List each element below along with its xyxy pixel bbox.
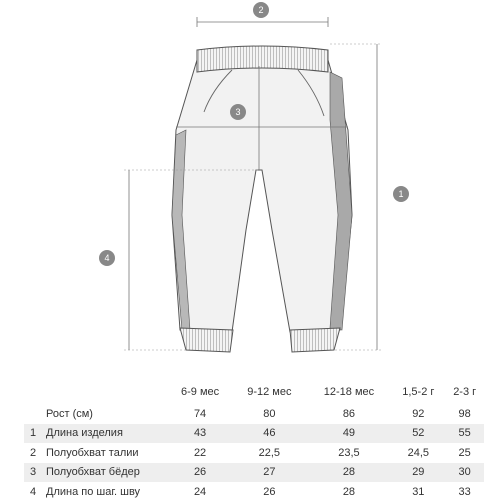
table-cell: 92 <box>412 407 425 420</box>
pants-body <box>172 60 352 332</box>
table-row-waist <box>24 443 484 463</box>
row-name: Полуобхват талии <box>46 446 139 459</box>
table-row-inseam <box>24 482 484 502</box>
size-header: 2-3 г <box>453 386 477 398</box>
row-name: Рост (см) <box>46 407 93 420</box>
row-number: 1 <box>24 424 42 444</box>
row-name: Длина изделия <box>42 424 168 444</box>
table-cell: 46 <box>232 424 306 444</box>
table-cell: 26 <box>168 463 232 483</box>
table-cell: 31 <box>412 485 425 498</box>
row-name: Длина по шаг. шву <box>46 485 141 498</box>
table-cell: 22,5 <box>258 446 281 459</box>
marker-4-icon <box>99 250 115 266</box>
table-row-hip <box>24 463 484 483</box>
table-row-length <box>24 424 484 444</box>
table-cell: 24,5 <box>407 446 430 459</box>
table-row-height <box>24 404 484 424</box>
row-number: 2 <box>29 446 37 459</box>
size-header: 1,5-2 г <box>402 386 435 398</box>
marker-3-label: 3 <box>235 107 241 117</box>
table-cell: 74 <box>193 407 207 420</box>
table-cell: 80 <box>263 407 276 420</box>
size-header: 12-18 мес <box>323 386 375 398</box>
table-cell: 55 <box>445 424 484 444</box>
table-cell: 29 <box>391 463 445 483</box>
table-cell: 52 <box>391 424 445 444</box>
cuff-right <box>290 328 340 352</box>
table-cell: 26 <box>263 485 276 498</box>
table-cell: 43 <box>168 424 232 444</box>
table-cell: 28 <box>307 463 392 483</box>
marker-3-icon <box>230 104 246 120</box>
table-cell: 30 <box>445 463 484 483</box>
table-cell: 33 <box>458 485 471 498</box>
marker-2-icon <box>253 2 269 18</box>
table-cell: 49 <box>307 424 392 444</box>
row-number: 3 <box>24 463 42 483</box>
table-cell: 23,5 <box>338 446 360 459</box>
marker-2-label: 2 <box>258 5 264 15</box>
header-blank <box>24 380 168 404</box>
waistband <box>197 46 328 72</box>
table-cell: 22 <box>193 446 207 459</box>
table-cell: 86 <box>342 407 356 420</box>
row-number: 4 <box>29 485 37 498</box>
cuff-left <box>180 328 233 352</box>
size-header-row <box>24 380 484 404</box>
marker-1-icon <box>393 186 409 202</box>
table-cell: 98 <box>458 407 471 420</box>
size-header: 6-9 мес <box>181 386 220 398</box>
table-cell: 28 <box>342 485 356 498</box>
row-name: Полуобхват бёдер <box>42 463 168 483</box>
marker-1-label: 1 <box>398 189 404 199</box>
table-cell: 27 <box>232 463 306 483</box>
marker-4-label: 4 <box>104 253 110 263</box>
table-cell: 25 <box>458 446 471 459</box>
size-header: 9-12 мес <box>247 386 292 398</box>
size-table <box>24 380 484 502</box>
table-cell: 24 <box>193 485 207 498</box>
row-number <box>24 404 42 424</box>
